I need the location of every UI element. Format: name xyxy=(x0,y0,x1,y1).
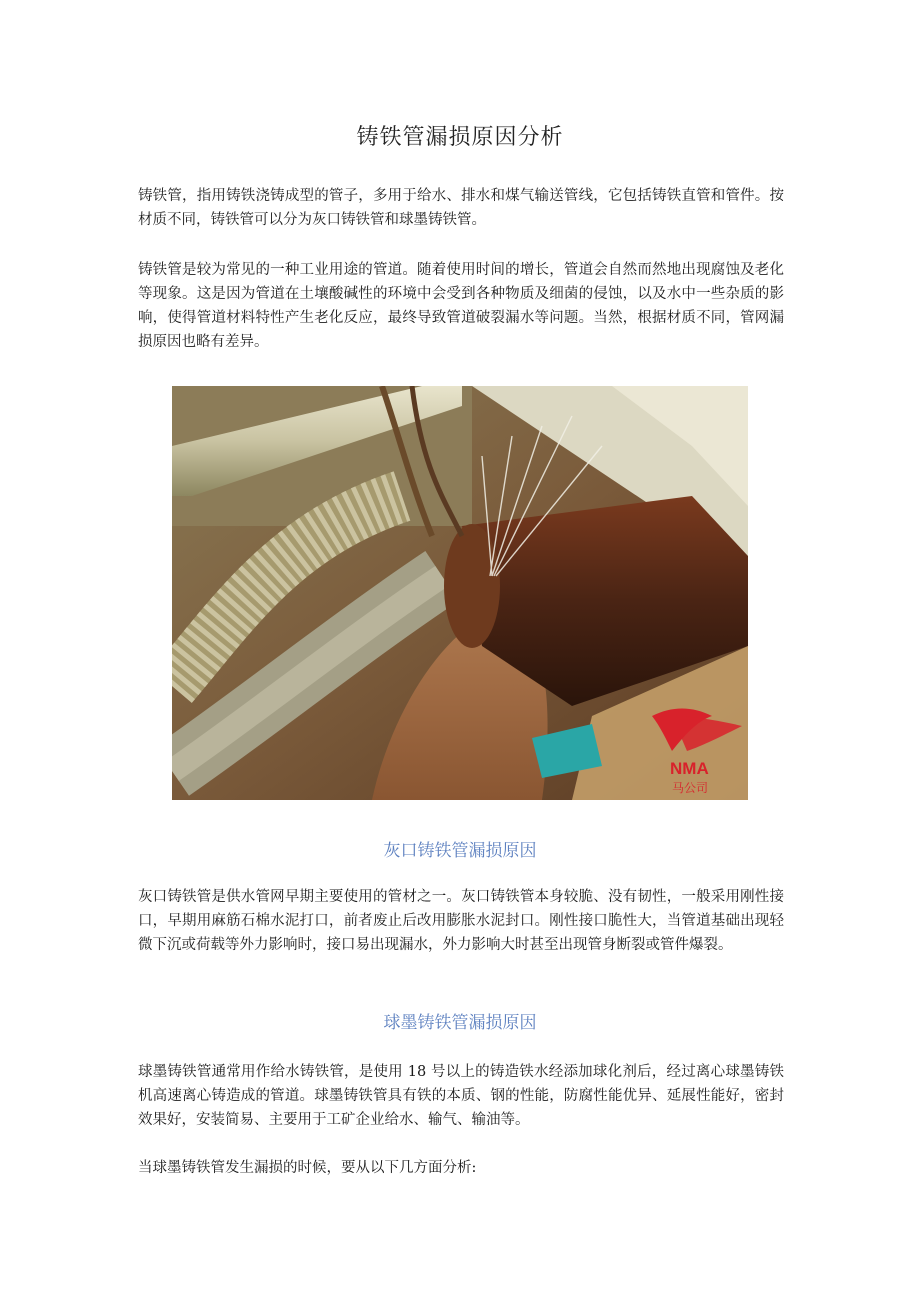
leaking-pipe-photo xyxy=(172,386,748,800)
page-title: 铸铁管漏损原因分析 xyxy=(356,125,564,150)
logo-watermark-subtext: 马公司 xyxy=(672,781,709,795)
ductile-iron-paragraph: 球墨铸铁管通常用作给水铸铁管，是使用 18 号以上的铸造铁水经添加球化剂后，经过离心球墨铸铁机高速离心铸造成的管道。球墨铸铁管具有铁的本质、钢的性能，防腐性能优异、延展性能好，密封效果好，安装简易、主要用于工矿企业给水、输气、输油等。 xyxy=(138,1064,784,1128)
logo-watermark-text: NMA xyxy=(670,759,709,778)
aging-paragraph: 铸铁管是较为常见的一种工业用途的管道。随着使用时间的增长，管道会自然而然地出现腐蚀及老化等现象。这是因为管道在土壤酸碱性的环境中会受到各种物质及细菌的侵蚀，以及水中一些杂质的影响，使得管道材料特性产生老化反应，最终导致管道破裂漏水等问题。当然，根据材质不同，管网漏损原因也略有差异。 xyxy=(138,262,784,350)
heading-ductile-iron: 球墨铸铁管漏损原因 xyxy=(383,1013,537,1033)
intro-paragraph: 铸铁管，指用铸铁浇铸成型的管子，多用于给水、排水和煤气输送管线，它包括铸铁直管和管件。按材质不同，铸铁管可以分为灰口铸铁管和球墨铸铁管。 xyxy=(138,188,784,228)
analysis-intro-paragraph: 当球墨铸铁管发生漏损的时候，要从以下几方面分析: xyxy=(138,1160,477,1176)
heading-gray-iron: 灰口铸铁管漏损原因 xyxy=(383,841,537,861)
gray-iron-paragraph: 灰口铸铁管是供水管网早期主要使用的管材之一。灰口铸铁管本身较脆、没有韧性，一般采用刚性接口，早期用麻筋石棉水泥打口，前者废止后改用膨胀水泥封口。刚性接口脆性大，当管道基础出现轻微下沉或荷载等外力影响时，接口易出现漏水，外力影响大时甚至出现管身断裂或管件爆裂。 xyxy=(138,889,784,953)
